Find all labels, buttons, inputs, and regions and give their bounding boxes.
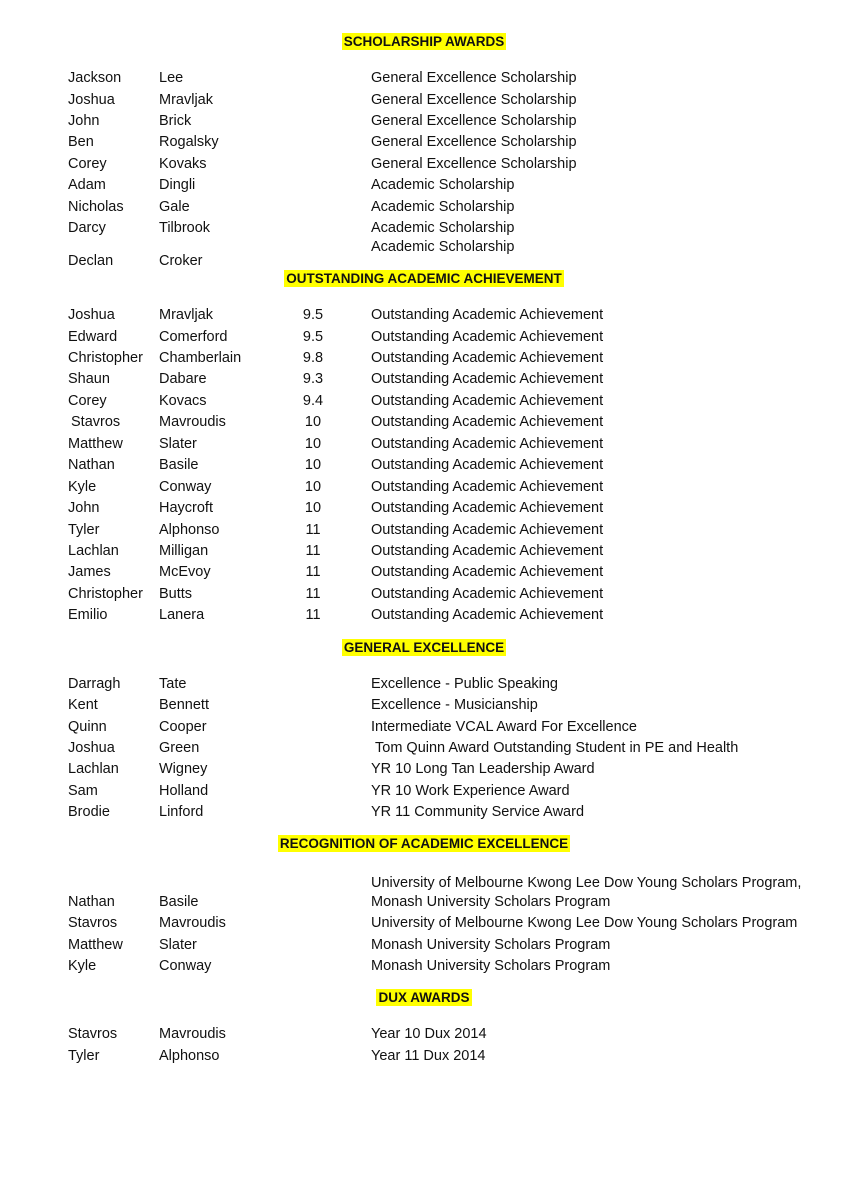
first-name: Jackson [68,70,122,86]
last-name: Alphonso [159,522,220,538]
last-name: Conway [159,479,212,495]
award-name: General Excellence Scholarship [371,70,577,86]
year-level: 11 [305,586,321,602]
first-name: Darcy [68,220,106,236]
last-name: Basile [159,894,199,910]
award-name: Outstanding Academic Achievement [371,543,604,559]
section-heading-dux: DUX AWARDS [378,990,470,1005]
year-level: 10 [304,500,322,516]
award-name: Outstanding Academic Achievement [371,500,604,516]
award-name: Monash University Scholars Program [371,958,611,974]
table-row [0,802,848,823]
table-row [0,717,848,738]
last-name: Conway [159,958,212,974]
table-row [0,781,848,802]
award-name: Outstanding Academic Achievement [371,479,604,495]
award-name: Outstanding Academic Achievement [371,414,604,430]
last-name: Milligan [159,543,209,559]
award-name: Intermediate VCAL Award For Excellence [371,719,637,735]
award-name: General Excellence Scholarship [371,92,577,108]
table-row [0,455,848,476]
first-name: Stavros [68,1026,118,1042]
last-name: Basile [159,457,199,473]
award-name-line: University of Melbourne Kwong Lee Dow Young Scholars Program, [371,875,802,891]
section-heading-general: GENERAL EXCELLENCE [343,640,505,655]
award-name: Year 10 Dux 2014 [371,1026,487,1042]
table-row [0,520,848,541]
table-row [0,541,848,562]
first-name: Darragh [68,676,121,692]
last-name: Dingli [159,177,196,193]
year-level: 9.8 [302,350,324,366]
award-name: University of Melbourne Kwong Lee Dow Young Scholars Program [371,915,798,931]
table-row [0,348,848,369]
award-name: Academic Scholarship [371,239,515,255]
last-name: Mravljak [159,92,213,108]
table-row [0,327,848,348]
year-level: 9.3 [302,371,324,387]
year-level: 10 [304,457,322,473]
first-name: Christopher [68,586,143,602]
table-row [0,875,848,913]
last-name: Slater [159,436,197,452]
first-name: Edward [68,329,118,345]
award-name: Monash University Scholars Program [371,937,611,953]
first-name: Joshua [68,92,115,108]
award-name: Outstanding Academic Achievement [371,307,604,323]
table-row [0,305,848,326]
year-level: 9.5 [302,307,324,323]
award-name: Outstanding Academic Achievement [371,457,604,473]
last-name: Butts [159,586,193,602]
award-name: Academic Scholarship [371,199,515,215]
last-name: Slater [159,937,197,953]
table-row [0,584,848,605]
table-row [0,1024,848,1045]
award-name: Outstanding Academic Achievement [371,371,604,387]
table-row [0,197,848,218]
table-row [0,239,848,272]
first-name: Corey [68,393,107,409]
table-row [0,738,848,759]
first-name: Declan [68,253,114,269]
award-name: Academic Scholarship [371,177,515,193]
award-name: Outstanding Academic Achievement [371,436,604,452]
table-row [0,132,848,153]
last-name: Lanera [159,607,205,623]
section-heading-recognition: RECOGNITION OF ACADEMIC EXCELLENCE [279,836,569,851]
last-name: Cooper [159,719,207,735]
section-heading-outstanding: OUTSTANDING ACADEMIC ACHIEVEMENT [286,271,562,286]
first-name: Adam [68,177,106,193]
last-name: Brick [159,113,192,129]
table-row [0,391,848,412]
award-name: Excellence - Public Speaking [371,676,558,692]
year-level: 11 [305,543,321,559]
last-name: Linford [159,804,204,820]
award-name: Outstanding Academic Achievement [371,564,604,580]
award-name: YR 10 Long Tan Leadership Award [371,761,595,777]
table-row [0,90,848,111]
year-level: 9.4 [302,393,324,409]
last-name: Lee [159,70,184,86]
first-name: Tyler [68,522,100,538]
table-row [0,695,848,716]
section-heading-scholarship: SCHOLARSHIP AWARDS [343,34,505,49]
first-name: Lachlan [68,543,119,559]
table-row [0,369,848,390]
table-row [0,175,848,196]
last-name: Wigney [159,761,208,777]
table-row [0,498,848,519]
last-name: Chamberlain [159,350,242,366]
first-name: Nathan [68,457,115,473]
first-name: Kyle [68,479,97,495]
year-level: 10 [304,479,322,495]
last-name: Haycroft [159,500,213,516]
last-name: Tate [159,676,187,692]
award-name: Outstanding Academic Achievement [371,350,604,366]
table-row [0,759,848,780]
first-name: Sam [68,783,98,799]
last-name: Green [159,740,200,756]
table-row [0,477,848,498]
last-name: Croker [159,253,203,269]
first-name: Emilio [68,607,108,623]
first-name: John [68,113,100,129]
table-row [0,913,848,934]
table-row [0,956,848,977]
award-name: Tom Quinn Award Outstanding Student in PE and Health [375,740,739,756]
table-row [0,605,848,626]
last-name: Alphonso [159,1048,220,1064]
award-name: General Excellence Scholarship [371,156,577,172]
year-level: 11 [305,607,321,623]
first-name: Matthew [68,937,123,953]
last-name: Mavroudis [159,414,226,430]
award-name: YR 11 Community Service Award [371,804,585,820]
last-name: Mavroudis [159,1026,226,1042]
last-name: Dabare [159,371,207,387]
table-row [0,562,848,583]
last-name: Kovaks [159,156,207,172]
year-level: 11 [305,522,321,538]
award-name: Outstanding Academic Achievement [371,586,604,602]
award-name: General Excellence Scholarship [371,134,577,150]
last-name: Mavroudis [159,915,226,931]
first-name: Corey [68,156,107,172]
award-name: Outstanding Academic Achievement [371,522,604,538]
first-name: Stavros [71,414,121,430]
first-name: Ben [68,134,94,150]
last-name: Comerford [159,329,228,345]
last-name: Gale [159,199,190,215]
table-row [0,935,848,956]
first-name: James [68,564,111,580]
table-row [0,412,848,433]
table-row [0,218,848,239]
table-row [0,434,848,455]
last-name: Bennett [159,697,209,713]
first-name: Nathan [68,894,115,910]
first-name: Tyler [68,1048,100,1064]
table-row [0,68,848,89]
first-name: Joshua [68,307,115,323]
first-name: Christopher [68,350,143,366]
table-row [0,154,848,175]
first-name: John [68,500,100,516]
first-name: Kyle [68,958,97,974]
award-name: Excellence - Musicianship [371,697,538,713]
first-name: Lachlan [68,761,119,777]
award-name: Outstanding Academic Achievement [371,607,604,623]
year-level: 10 [304,414,322,430]
first-name: Quinn [68,719,107,735]
year-level: 11 [305,564,321,580]
last-name: Kovacs [159,393,207,409]
first-name: Brodie [68,804,110,820]
year-level: 10 [304,436,322,452]
first-name: Joshua [68,740,115,756]
first-name: Matthew [68,436,123,452]
first-name: Kent [68,697,98,713]
year-level: 9.5 [302,329,324,345]
award-name: Monash University Scholars Program [371,894,611,910]
award-name: Outstanding Academic Achievement [371,329,604,345]
award-name: Academic Scholarship [371,220,515,236]
award-name: Outstanding Academic Achievement [371,393,604,409]
last-name: Rogalsky [159,134,219,150]
table-row [0,111,848,132]
first-name: Stavros [68,915,118,931]
award-name: General Excellence Scholarship [371,113,577,129]
first-name: Nicholas [68,199,124,215]
last-name: McEvoy [159,564,211,580]
table-row [0,674,848,695]
last-name: Holland [159,783,209,799]
last-name: Tilbrook [159,220,211,236]
table-row [0,1046,848,1067]
award-name: YR 10 Work Experience Award [371,783,570,799]
last-name: Mravljak [159,307,213,323]
first-name: Shaun [68,371,110,387]
award-name: Year 11 Dux 2014 [371,1048,486,1064]
